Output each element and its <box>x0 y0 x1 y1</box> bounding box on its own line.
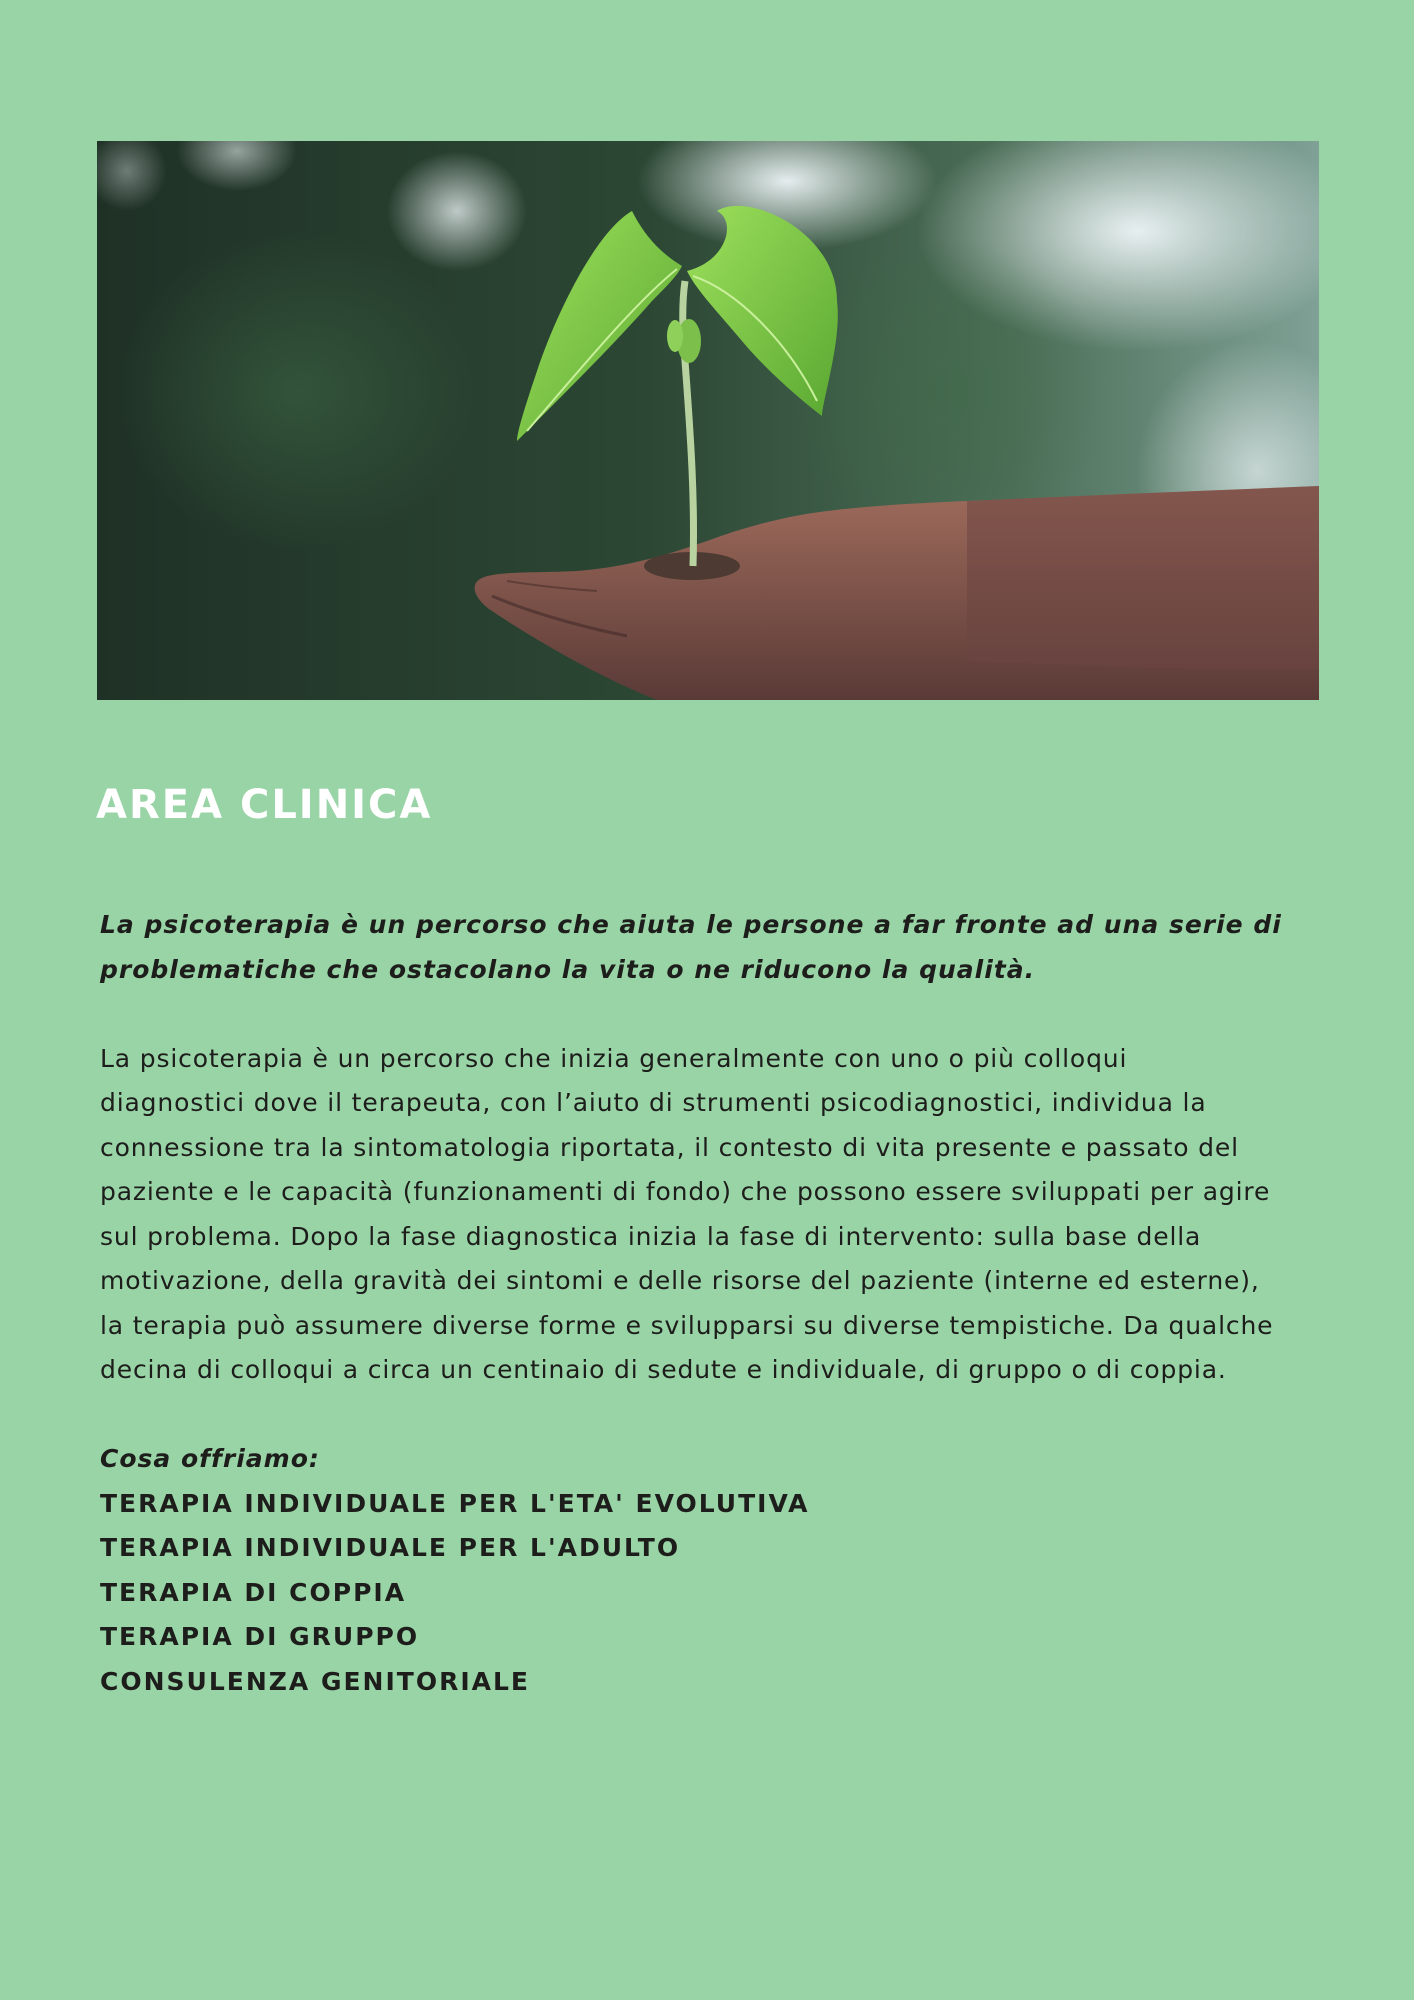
body-line: decina di colloqui a circa un centinaio di sedute e individuale, di gruppo o di coppia. <box>100 1355 1227 1384</box>
section-heading: AREA CLINICA <box>96 782 433 828</box>
body-paragraph <box>100 1037 1340 1393</box>
lead-line: problematiche che ostacolano la vita o ne riducono la qualità. <box>100 954 1036 984</box>
body-line: connessione tra la sintomatologia riportata, il contesto di vita presente e passato del <box>100 1132 1239 1162</box>
service-item: TERAPIA INDIVIDUALE PER L'ETA' EVOLUTIVA <box>100 1488 810 1518</box>
service-item: TERAPIA DI COPPIA <box>100 1577 407 1607</box>
seedling-in-hand-photo <box>97 141 1319 700</box>
hero-image <box>97 141 1319 700</box>
lead-line: La psicoterapia è un percorso che aiuta le persone a far fronte ad una serie di <box>100 910 1282 939</box>
offer-title: Cosa offriamo: <box>100 1444 320 1473</box>
service-item: CONSULENZA GENITORIALE <box>100 1666 530 1696</box>
body-line: diagnostici dove il terapeuta, con l’aiuto di strumenti psicodiagnostici, individua la <box>100 1088 1207 1117</box>
section-content <box>100 903 1340 1704</box>
body-line: la terapia può assumere diverse forme e svilupparsi su diverse tempistiche. Da qualche <box>100 1310 1274 1340</box>
lead-paragraph <box>100 903 1340 992</box>
body-line: sul problema. Dopo la fase diagnostica inizia la fase di intervento: sulla base della <box>100 1221 1202 1251</box>
body-line: motivazione, della gravità dei sintomi e delle risorse del paziente (interne ed esterne), <box>100 1266 1260 1295</box>
body-line: paziente e le capacità (funzionamenti di fondo) che possono essere sviluppati per agire <box>100 1177 1271 1206</box>
services-list <box>100 1482 1340 1705</box>
service-item: TERAPIA DI GRUPPO <box>100 1622 420 1651</box>
body-line: La psicoterapia è un percorso che inizia generalmente con uno o più colloqui <box>100 1043 1128 1073</box>
service-item: TERAPIA INDIVIDUALE PER L'ADULTO <box>100 1533 681 1562</box>
